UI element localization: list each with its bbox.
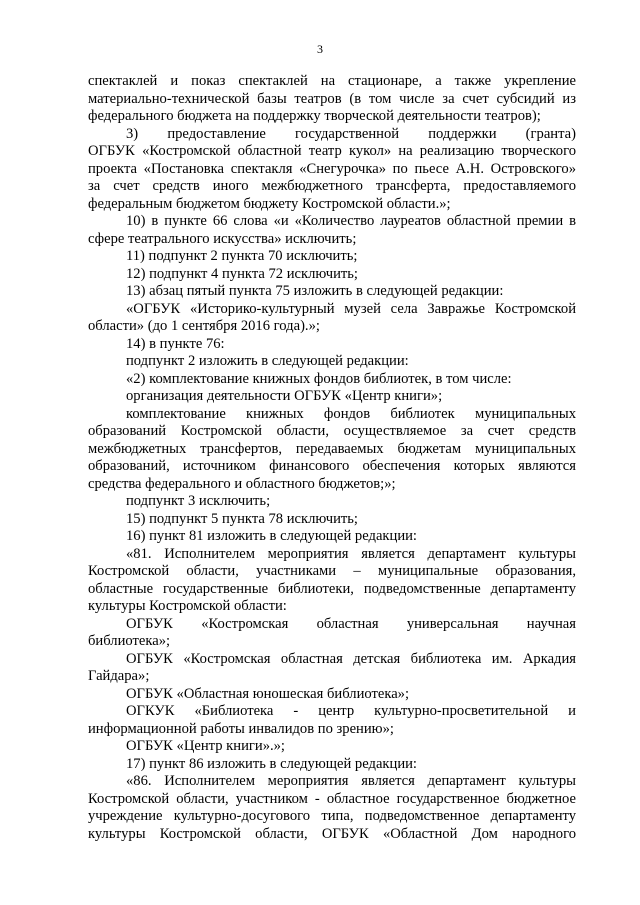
text-line: комплектование книжных фондов библиотек муниципальных	[126, 405, 576, 422]
text-line: «ОГБУК «Историко-культурный музей села Завражье Костромской	[126, 300, 576, 317]
text-line: Гайдара»;	[88, 668, 150, 684]
text-line: культуры Костромской области:	[88, 598, 287, 614]
paragraph	[88, 546, 576, 616]
text-line: подпункт 3 исключить;	[126, 493, 271, 509]
text-line: федеральным бюджетом бюджету Костромской области.»;	[88, 195, 451, 212]
text-line: ОГБУК «Областная юношеская библиотека»;	[126, 685, 410, 702]
text-line: ОГБУК «Костромской областной театр кукол» на реализацию творческого	[88, 143, 576, 159]
paragraph	[88, 773, 576, 843]
text-line: проекта «Постановка спектакля «Снегурочка» по пьесе А.Н. Островского»	[88, 160, 576, 177]
text-line: подпункт 2 изложить в следующей редакции:	[126, 353, 409, 369]
text-line: ОГБУК «Центр книги».»;	[126, 738, 285, 754]
text-line: Костромской области, участниками – муниципальные образования,	[88, 563, 576, 579]
text-line: ОГБУК «Костромская областная детская библиотека им. Аркадия	[126, 650, 576, 667]
text-line: учреждение культурно-досугового типа, подведомственное департаменту	[88, 808, 576, 824]
text-line: за счет средств иного межбюджетного трансферта, предоставляемого	[88, 178, 576, 194]
paragraph	[88, 651, 576, 686]
page-number: 3	[317, 42, 323, 56]
text-line: 13) абзац пятый пункта 75 изложить в следующей редакции:	[126, 283, 504, 299]
text-line: Костромской области, участником - областное государственное бюджетное	[88, 790, 576, 807]
text-line: областные государственные библиотеки, подведомственные департаменту	[88, 580, 576, 597]
text-line: 14) в пункте 76:	[126, 335, 225, 352]
paragraph	[88, 73, 576, 126]
text-line: 16) пункт 81 изложить в следующей редакции:	[126, 528, 417, 544]
text-line: 17) пункт 86 изложить в следующей редакции:	[126, 755, 417, 772]
text-line: 3) предоставление государственной поддержки (гранта)	[126, 125, 576, 142]
paragraph	[88, 703, 576, 738]
text-line: культуры Костромской области, ОГБУК «Областной Дом народного	[88, 825, 576, 842]
text-line: межбюджетных трансфертов, передаваемых бюджетам муниципальных	[88, 440, 576, 457]
document-body	[88, 73, 576, 843]
text-line: 12) подпункт 4 пункта 72 исключить;	[126, 265, 358, 282]
paragraph	[88, 406, 576, 494]
text-line: спектаклей и показ спектаклей на стационаре, а также укрепление	[88, 73, 576, 89]
text-line: «2) комплектование книжных фондов библиотек, в том числе:	[126, 370, 512, 387]
text-line: «86. Исполнителем мероприятия является департамент культуры	[126, 773, 576, 789]
paragraph	[88, 126, 576, 214]
text-line: библиотека»;	[88, 633, 171, 649]
text-line: информационной работы инвалидов по зрению»;	[88, 720, 394, 737]
paragraph	[88, 301, 576, 336]
text-line: 10) в пункте 66 слова «и «Количество лауреатов областной премии в	[126, 213, 576, 229]
paragraph	[88, 213, 576, 248]
text-line: области» (до 1 сентября 2016 года).»;	[88, 318, 320, 334]
text-line: ОГБУК «Костромская областная универсальная научная	[126, 615, 576, 632]
text-line: сфере театрального искусства» исключить;	[88, 230, 357, 247]
text-line: материально-технической базы театров (в том числе за счет субсидий из	[88, 90, 576, 107]
paragraph	[88, 616, 576, 651]
text-line: 15) подпункт 5 пункта 78 исключить;	[126, 510, 358, 527]
text-line: организация деятельности ОГБУК «Центр книги»;	[126, 388, 443, 404]
text-line: образований, источником финансового обеспечения которых являются	[88, 458, 576, 474]
text-line: 11) подпункт 2 пункта 70 исключить;	[126, 248, 358, 264]
text-line: ОГКУК «Библиотека - центр культурно-просветительной и	[126, 703, 576, 719]
text-line: образований Костромской области, осуществляемое за счет средств	[88, 423, 576, 439]
text-line: федерального бюджета на поддержку творческой деятельности театров);	[88, 108, 541, 124]
text-line: «81. Исполнителем мероприятия является департамент культуры	[126, 545, 576, 562]
text-line: средства федерального и областного бюджетов;»;	[88, 475, 396, 492]
